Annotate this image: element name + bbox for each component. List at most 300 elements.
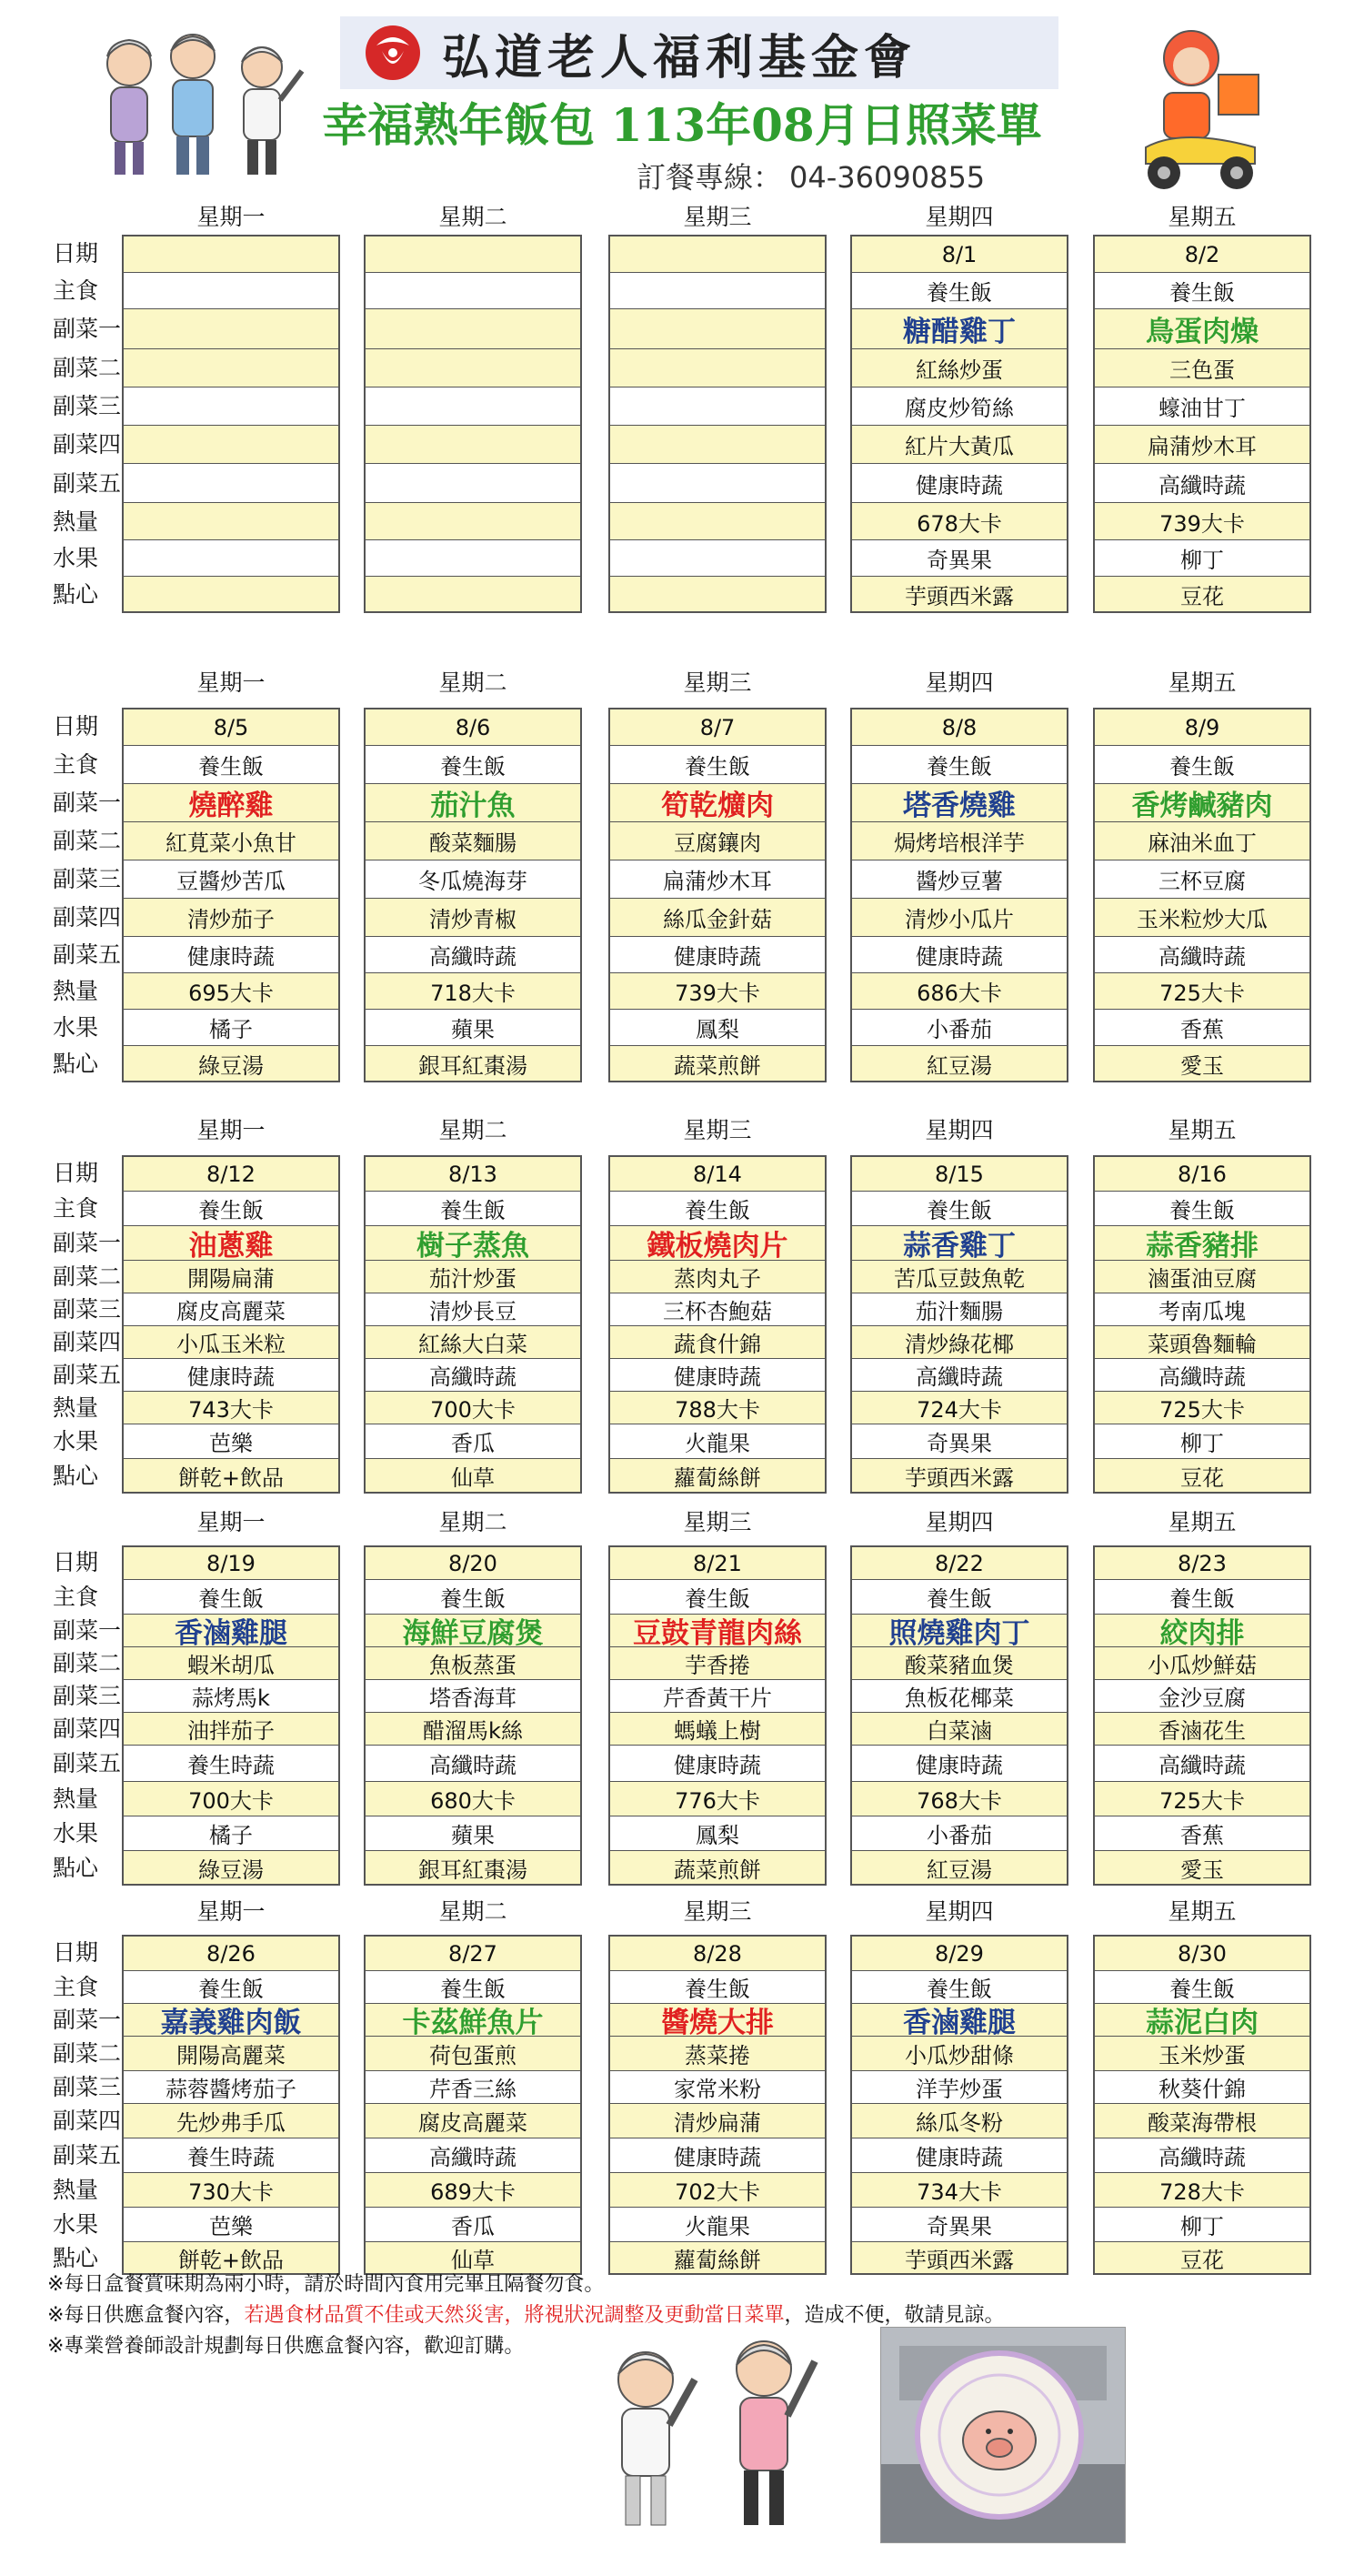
menu-item-text: 金沙豆腐 (1158, 1685, 1246, 1711)
menu-cell-side-dish-3 (364, 387, 582, 426)
menu-item-text: 養生飯 (927, 1198, 992, 1223)
menu-cell-side-dish-4 (850, 426, 1068, 464)
menu-item-text: 焗烤培根洋芋 (894, 830, 1025, 856)
menu-item-text: 高纖時蔬 (429, 1364, 517, 1390)
menu-cell-side-dish-2 (122, 2037, 340, 2071)
menu-cell-date (850, 1545, 1068, 1580)
menu-cell-main-dish (850, 1615, 1068, 1647)
menu-item-text: 螞蟻上樹 (674, 1718, 761, 1744)
menu-cell-side-dish-2 (608, 1261, 827, 1293)
menu-item-text: 養生飯 (927, 280, 992, 306)
menu-item-text: 鳳梨 (696, 1017, 739, 1042)
menu-item-text: 仙草 (451, 1464, 495, 1491)
menu-cell-main-dish (122, 309, 340, 349)
menu-cell-side-dish-3 (850, 1680, 1068, 1713)
menu-cell-fruit (364, 2208, 582, 2242)
menu-item-text: 白菜滷 (927, 1718, 992, 1744)
week-table (53, 1509, 1317, 1940)
main-dish-name: 絞肉排 (1159, 1617, 1245, 1647)
row-label-side-dish-3: 副菜三 (53, 866, 122, 892)
menu-cell-calories (850, 1392, 1068, 1424)
weekday-header: 星期一 (196, 1509, 266, 1535)
menu-item-text: 蘋果 (451, 1017, 495, 1042)
weekday-header: 星期三 (683, 669, 752, 696)
menu-item-text: 8/29 (935, 1940, 984, 1967)
row-label-date: 日期 (53, 1160, 99, 1186)
row-label-calories: 熱量 (53, 2177, 99, 2203)
row-label-fruit: 水果 (53, 2211, 99, 2238)
menu-cell-staple (122, 1971, 340, 2004)
weekday-header: 星期五 (1168, 669, 1237, 696)
menu-item-text: 蘿蔔絲餅 (674, 1464, 761, 1491)
menu-cell-side-dish-5 (608, 464, 827, 503)
main-dish-name: 筍乾爌肉 (661, 790, 774, 822)
menu-item-text: 8/20 (448, 1550, 497, 1576)
menu-item-text: 養生飯 (927, 1586, 992, 1612)
menu-item-text: 8/23 (1178, 1550, 1227, 1576)
menu-cell-side-dish-2 (608, 822, 827, 860)
menu-item-text: 扁蒲炒木耳 (1148, 434, 1257, 459)
menu-cell-fruit (122, 1010, 340, 1046)
menu-item-text: 清炒扁蒲 (674, 2110, 761, 2136)
menu-item-text: 絲瓜金針菇 (663, 907, 772, 932)
menu-item-text: 腐皮高麗菜 (418, 2110, 527, 2136)
menu-item-text: 高纖時蔬 (916, 1364, 1003, 1390)
menu-item-text: 麻油米血丁 (1148, 830, 1257, 856)
menu-cell-staple (364, 746, 582, 784)
menu-cell-fruit (1093, 540, 1311, 577)
menu-cell-side-dish-5 (1093, 937, 1311, 973)
weekday-header: 星期二 (438, 204, 507, 230)
menu-cell-date (850, 1935, 1068, 1971)
menu-cell-side-dish-4 (850, 2104, 1068, 2138)
menu-item-text: 734大卡 (917, 2179, 1002, 2205)
row-label-snack: 點心 (53, 1855, 99, 1881)
menu-item-text: 開陽扁蒲 (187, 1266, 275, 1292)
row-label-side-dish-2: 副菜二 (53, 1650, 122, 1676)
menu-item-text: 芹香三絲 (429, 2077, 517, 2102)
menu-cell-fruit (608, 2208, 827, 2242)
menu-item-text: 秋葵什錦 (1158, 2077, 1246, 2102)
menu-item-text: 玉米炒蛋 (1158, 2043, 1246, 2068)
menu-item-text: 725大卡 (1159, 981, 1245, 1006)
menu-item-text: 養生飯 (198, 1198, 264, 1223)
main-dish-name: 香烤鹹豬肉 (1131, 790, 1273, 822)
menu-item-text: 養生飯 (198, 754, 264, 780)
weekday-header: 星期五 (1168, 1509, 1237, 1535)
menu-cell-fruit (1093, 1010, 1311, 1046)
menu-cell-staple (850, 1971, 1068, 2004)
menu-item-text: 8/16 (1178, 1161, 1227, 1187)
weekday-header: 星期一 (196, 1898, 266, 1925)
menu-cell-snack (850, 1459, 1068, 1494)
menu-cell-date (850, 1155, 1068, 1192)
menu-item-text: 788大卡 (675, 1397, 760, 1423)
weekday-header: 星期四 (925, 1898, 994, 1925)
menu-cell-side-dish-2 (850, 349, 1068, 387)
row-label-main-dish: 副菜一 (53, 2007, 122, 2033)
menu-cell-snack (122, 1851, 340, 1886)
menu-item-text: 高纖時蔬 (429, 944, 517, 970)
menu-cell-side-dish-4 (364, 426, 582, 464)
pork-supplier-stamp-icon (881, 2328, 1125, 2542)
menu-item-text: 清炒青椒 (429, 907, 517, 932)
menu-cell-date (122, 235, 340, 273)
menu-cell-side-dish-2 (364, 349, 582, 387)
row-label-snack: 點心 (53, 1051, 99, 1077)
menu-cell-calories (608, 503, 827, 540)
menu-item-text: 芋香捲 (685, 1653, 750, 1678)
menu-cell-staple (608, 1580, 827, 1615)
note-dietitian: ※專業營養師設計規劃每日供應盒餐內容，歡迎訂購。 (47, 2335, 525, 2358)
week-table (53, 669, 1317, 1101)
menu-cell-side-dish-4 (122, 2104, 340, 2138)
menu-item-text: 健康時蔬 (916, 1753, 1003, 1778)
menu-cell-calories (850, 973, 1068, 1010)
menu-item-text: 豆腐鑲肉 (674, 830, 761, 856)
menu-cell-side-dish-5 (364, 464, 582, 503)
menu-cell-side-dish-4 (364, 2104, 582, 2138)
menu-item-text: 酸菜海帶根 (1148, 2110, 1257, 2136)
menu-cell-side-dish-5 (122, 2138, 340, 2173)
menu-cell-side-dish-5 (850, 1746, 1068, 1782)
menu-item-text: 腐皮高麗菜 (176, 1299, 286, 1324)
menu-item-text: 健康時蔬 (916, 2145, 1003, 2170)
menu-item-text: 739大卡 (1159, 510, 1245, 537)
menu-notes (47, 2269, 1004, 2362)
menu-cell-side-dish-4 (122, 1326, 340, 1359)
menu-cell-side-dish-4 (1093, 426, 1311, 464)
menu-item-text: 愛玉 (1180, 1857, 1224, 1883)
menu-item-text: 蔬菜煎餅 (674, 1052, 761, 1079)
weekday-header: 星期三 (683, 204, 752, 230)
menu-cell-staple (364, 1192, 582, 1226)
menu-item-text: 健康時蔬 (674, 1753, 761, 1778)
menu-item-text: 小瓜玉米粒 (176, 1332, 286, 1357)
menu-cell-main-dish (1093, 1226, 1311, 1261)
row-label-side-dish-3: 副菜三 (53, 2074, 122, 2100)
main-dish-name: 鳥蛋肉燥 (1146, 316, 1259, 348)
menu-item-text: 紅莧菜小魚甘 (165, 830, 296, 856)
menu-cell-fruit (608, 1010, 827, 1046)
menu-cell-staple (608, 746, 827, 784)
menu-cell-side-dish-5 (608, 1746, 827, 1782)
menu-cell-snack (608, 1851, 827, 1886)
menu-cell-side-dish-2 (364, 1261, 582, 1293)
menu-item-text: 8/7 (699, 714, 736, 740)
menu-item-text: 8/12 (206, 1161, 256, 1187)
menu-cell-fruit (850, 1424, 1068, 1459)
menu-cell-main-dish (364, 1226, 582, 1261)
menu-cell-staple (850, 746, 1068, 784)
menu-item-text: 三杯杏鮑菇 (663, 1299, 772, 1324)
menu-item-text: 芋頭西米露 (905, 1464, 1014, 1491)
menu-item-text: 8/6 (455, 714, 491, 740)
menu-item-text: 玉米粒炒大瓜 (1137, 907, 1268, 932)
menu-item-text: 蠔油甘丁 (1158, 396, 1246, 421)
menu-cell-side-dish-4 (608, 1713, 827, 1746)
menu-cell-side-dish-2 (122, 349, 340, 387)
menu-item-text: 酸菜豬血煲 (905, 1653, 1014, 1678)
main-dish-name: 茄汁魚 (430, 790, 516, 822)
row-label-date: 日期 (53, 240, 99, 267)
row-label-fruit: 水果 (53, 1428, 99, 1454)
menu-cell-side-dish-4 (1093, 1713, 1311, 1746)
menu-cell-calories (1093, 1782, 1311, 1816)
menu-cell-side-dish-3 (608, 860, 827, 899)
menu-cell-side-dish-5 (850, 464, 1068, 503)
menu-item-text: 養生飯 (685, 1586, 750, 1612)
menu-cell-side-dish-2 (850, 2037, 1068, 2071)
hotline-label: 訂餐專線： (637, 160, 783, 195)
menu-cell-staple (608, 273, 827, 309)
menu-cell-snack (850, 1046, 1068, 1082)
row-label-calories: 熱量 (53, 508, 99, 535)
menu-item-text: 高纖時蔬 (429, 1753, 517, 1778)
menu-cell-fruit (122, 1424, 340, 1459)
menu-cell-side-dish-2 (850, 1261, 1068, 1293)
menu-item-text: 高纖時蔬 (1158, 1753, 1246, 1778)
menu-cell-staple (364, 1580, 582, 1615)
menu-cell-staple (122, 273, 340, 309)
menu-item-text: 養生飯 (1169, 1198, 1235, 1223)
menu-cell-main-dish (122, 2004, 340, 2037)
menu-cell-side-dish-2 (608, 1647, 827, 1680)
menu-cell-side-dish-4 (608, 1326, 827, 1359)
menu-item-text: 三色蛋 (1169, 357, 1235, 383)
row-label-side-dish-5: 副菜五 (53, 1362, 122, 1388)
menu-cell-side-dish-5 (364, 937, 582, 973)
menu-item-text: 695大卡 (188, 981, 274, 1006)
menu-cell-side-dish-3 (1093, 387, 1311, 426)
menu-item-text: 扁蒲炒木耳 (663, 869, 772, 894)
menu-item-text: 芹香黃干片 (663, 1685, 772, 1711)
row-label-fruit: 水果 (53, 1014, 99, 1041)
row-label-side-dish-5: 副菜五 (53, 470, 122, 497)
menu-cell-staple (122, 1192, 340, 1226)
menu-cell-fruit (850, 1816, 1068, 1851)
menu-cell-side-dish-3 (364, 1680, 582, 1713)
menu-cell-date (364, 1545, 582, 1580)
main-dish-name: 嘉義雞肉飯 (160, 2007, 302, 2037)
weekday-header: 星期二 (438, 1898, 507, 1925)
row-label-date: 日期 (53, 1549, 99, 1575)
menu-cell-fruit (122, 540, 340, 577)
menu-item-text: 銀耳紅棗湯 (418, 1857, 527, 1883)
menu-cell-side-dish-5 (850, 937, 1068, 973)
menu-cell-date (608, 235, 827, 273)
menu-cell-staple (608, 1192, 827, 1226)
week-table (53, 204, 1317, 635)
menu-item-text: 蒸菜捲 (685, 2043, 750, 2068)
menu-item-text: 養生飯 (1169, 280, 1235, 306)
menu-item-text: 蔬食什錦 (674, 1332, 761, 1357)
menu-item-text: 700大卡 (430, 1397, 516, 1423)
menu-item-text: 先炒弗手瓜 (176, 2110, 286, 2136)
menu-item-text: 蘋果 (451, 1823, 495, 1848)
menu-item-text: 702大卡 (675, 2179, 760, 2205)
menu-cell-calories (850, 1782, 1068, 1816)
menu-cell-main-dish (122, 1226, 340, 1261)
menu-item-text: 茄汁炒蛋 (429, 1266, 517, 1292)
menu-cell-fruit (364, 1816, 582, 1851)
menu-item-text: 蒜烤馬k (192, 1685, 270, 1711)
menu-cell-main-dish (608, 784, 827, 822)
note-menu-change (47, 2300, 1004, 2331)
menu-cell-snack (364, 1046, 582, 1082)
menu-cell-side-dish-5 (122, 464, 340, 503)
menu-item-text: 健康時蔬 (916, 944, 1003, 970)
menu-item-text: 香蕉 (1180, 1017, 1224, 1042)
menu-item-text: 油拌茄子 (187, 1718, 275, 1744)
menu-item-text: 豆花 (1180, 2247, 1224, 2273)
organization-banner (340, 16, 1058, 89)
menu-cell-side-dish-4 (1093, 2104, 1311, 2138)
menu-cell-staple (122, 746, 340, 784)
menu-cell-snack (1093, 1851, 1311, 1886)
main-dish-name: 樹子蒸魚 (416, 1230, 529, 1261)
menu-item-text: 豆花 (1180, 1464, 1224, 1491)
menu-cell-date (364, 235, 582, 273)
menu-cell-staple (364, 273, 582, 309)
row-label-calories: 熱量 (53, 1394, 99, 1421)
menu-cell-side-dish-3 (850, 387, 1068, 426)
menu-cell-side-dish-5 (364, 1359, 582, 1392)
row-label-fruit: 水果 (53, 545, 99, 571)
menu-item-text: 725大卡 (1159, 1397, 1245, 1423)
menu-cell-side-dish-3 (364, 1293, 582, 1326)
row-label-side-dish-2: 副菜二 (53, 1263, 122, 1290)
menu-item-text: 高纖時蔬 (1158, 2145, 1246, 2170)
menu-item-text: 香瓜 (451, 2214, 495, 2239)
row-label-main-dish: 副菜一 (53, 316, 122, 342)
main-dish-name: 燒醉雞 (188, 790, 274, 822)
menu-cell-main-dish (608, 1615, 827, 1647)
row-label-side-dish-5: 副菜五 (53, 941, 122, 968)
menu-cell-side-dish-5 (608, 1359, 827, 1392)
menu-cell-fruit (364, 1424, 582, 1459)
delivery-scooter-illustration (1128, 20, 1264, 198)
menu-item-text: 小瓜炒鮮菇 (1148, 1653, 1257, 1678)
menu-cell-fruit (850, 2208, 1068, 2242)
menu-item-text: 養生飯 (1169, 1586, 1235, 1612)
menu-item-text: 紅片大黃瓜 (905, 434, 1014, 459)
menu-cell-staple (1093, 1580, 1311, 1615)
menu-item-text: 健康時蔬 (187, 1364, 275, 1390)
menu-item-text: 8/2 (1184, 241, 1220, 267)
menu-item-text: 苦瓜豆鼓魚乾 (894, 1266, 1025, 1292)
menu-item-text: 高纖時蔬 (1158, 1364, 1246, 1390)
main-dish-name: 香滷雞腿 (903, 2007, 1016, 2037)
menu-item-text: 689大卡 (430, 2179, 516, 2205)
menu-item-text: 健康時蔬 (916, 472, 1003, 498)
menu-cell-side-dish-3 (364, 860, 582, 899)
menu-cell-side-dish-3 (122, 860, 340, 899)
elderly-group-illustration (84, 20, 320, 182)
menu-item-text: 健康時蔬 (674, 1364, 761, 1390)
row-label-side-dish-3: 副菜三 (53, 1296, 122, 1323)
menu-item-text: 奇異果 (927, 2214, 992, 2239)
menu-cell-date (608, 1545, 827, 1580)
menu-cell-date (1093, 235, 1311, 273)
menu-item-text: 茄汁麵腸 (916, 1299, 1003, 1324)
menu-item-text: 養生飯 (440, 1198, 506, 1223)
menu-cell-calories (850, 2173, 1068, 2208)
menu-item-text: 醬炒豆薯 (916, 869, 1003, 894)
menu-cell-date (608, 708, 827, 746)
hotline-number: 04-36090855 (789, 160, 986, 195)
menu-cell-snack (850, 1851, 1068, 1886)
menu-cell-side-dish-4 (850, 899, 1068, 937)
menu-item-text: 豆花 (1180, 583, 1224, 609)
note-shelf-life: ※每日盒餐賞味期為兩小時，請於時間內食用完畢且隔餐勿食。 (47, 2273, 605, 2296)
menu-item-text: 小番茄 (927, 1823, 992, 1848)
weekday-header: 星期四 (925, 204, 994, 230)
menu-cell-main-dish (608, 1226, 827, 1261)
row-label-main-dish: 副菜一 (53, 1617, 122, 1644)
menu-cell-fruit (122, 1816, 340, 1851)
row-label-side-dish-4: 副菜四 (53, 1329, 122, 1355)
menu-cell-date (364, 708, 582, 746)
menu-item-text: 三杯豆腐 (1158, 869, 1246, 894)
menu-item-text: 餅乾+飲品 (177, 1464, 285, 1491)
menu-cell-fruit (364, 1010, 582, 1046)
menu-item-text: 高纖時蔬 (429, 2145, 517, 2170)
menu-cell-snack (850, 577, 1068, 613)
weekday-header: 星期四 (925, 1117, 994, 1143)
menu-item-text: 高纖時蔬 (1158, 944, 1246, 970)
menu-item-text: 養生飯 (440, 754, 506, 780)
menu-item-text: 香瓜 (451, 1431, 495, 1456)
menu-item-text: 火龍果 (685, 2214, 750, 2239)
menu-cell-fruit (608, 540, 827, 577)
menu-item-text: 養生飯 (685, 1977, 750, 2002)
menu-cell-side-dish-5 (364, 1746, 582, 1782)
menu-cell-date (608, 1155, 827, 1192)
menu-item-text: 紅絲炒蛋 (916, 357, 1003, 383)
menu-item-text: 725大卡 (1159, 1788, 1245, 1814)
menu-item-text: 橘子 (209, 1017, 253, 1042)
menu-cell-main-dish (850, 1226, 1068, 1261)
menu-cell-side-dish-4 (1093, 1326, 1311, 1359)
menu-item-text: 739大卡 (675, 981, 760, 1006)
order-hotline (637, 155, 985, 196)
menu-cell-date (364, 1155, 582, 1192)
menu-cell-date (122, 1155, 340, 1192)
menu-cell-side-dish-5 (122, 1746, 340, 1782)
menu-item-text: 家常米粉 (674, 2077, 761, 2102)
menu-cell-fruit (850, 1010, 1068, 1046)
menu-item-text: 清炒長豆 (429, 1299, 517, 1324)
menu-item-text: 728大卡 (1159, 2179, 1245, 2205)
foundation-logo-icon (364, 24, 422, 82)
menu-cell-snack (364, 1459, 582, 1494)
menu-item-text: 養生飯 (685, 1198, 750, 1223)
menu-item-text: 芋頭西米露 (905, 583, 1014, 609)
note-menu-change-part1: ※每日供應盒餐內容， (47, 2304, 245, 2327)
menu-cell-side-dish-2 (1093, 1647, 1311, 1680)
weekday-header: 星期一 (196, 1117, 266, 1143)
menu-cell-staple (1093, 746, 1311, 784)
main-dish-name: 塔香燒雞 (903, 790, 1016, 822)
menu-item-text: 愛玉 (1180, 1052, 1224, 1079)
menu-cell-main-dish (850, 2004, 1068, 2037)
menu-item-text: 腐皮炒筍絲 (905, 396, 1014, 421)
menu-cell-date (1093, 1155, 1311, 1192)
menu-cell-side-dish-5 (850, 2138, 1068, 2173)
menu-cell-side-dish-5 (1093, 1359, 1311, 1392)
menu-cell-calories (122, 973, 340, 1010)
